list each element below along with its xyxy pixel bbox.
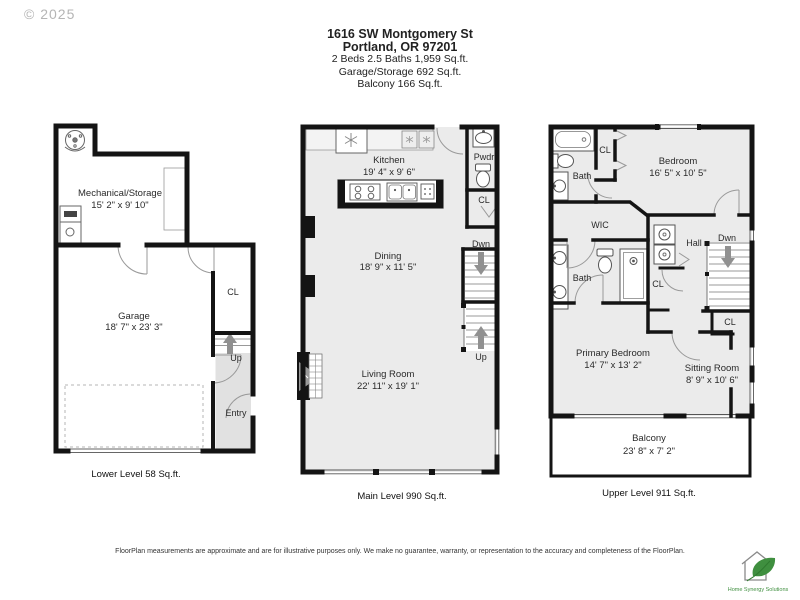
room-label-garage: Garage [118,311,150,322]
toilet-icon [476,164,491,171]
level-label-upper: Upper Level 911 Sq.ft. [602,488,696,499]
dim-label-dining: 18' 9" x 11' 5" [359,262,417,273]
disclaimer-text: FloorPlan measurements are approximate and are for illustrative purposes only. We make no guarantee, warranty, or representation to the accuracy and completeness of the FloorPlan. [115,548,685,555]
room-label-balcony: Balcony [632,433,666,444]
room-label-kitchen: Kitchen [373,155,405,166]
dim-label-primary: 14' 7" x 13' 2" [584,360,642,371]
dim-label-mechanical: 15' 2" x 9' 10" [91,200,149,211]
mark-lower-cl: CL [227,287,239,297]
mark-main-up: Up [475,352,487,362]
shower-icon [620,249,647,302]
room-label-sitting: Sitting Room [684,363,740,374]
toilet-icon [597,249,613,256]
dim-label-balcony: 23' 8" x 7' 2" [622,446,676,457]
room-label-bedroom: Bedroom [658,156,698,167]
main-level-plan [297,127,499,502]
kitchen-sink-icon [387,183,417,201]
lower-fixtures [60,131,203,453]
company-logo [722,548,794,593]
mark-hall: Hall [686,238,702,248]
balcony-sqft: Balcony 166 Sq.ft. [357,78,443,90]
dim-label-living: 22' 11" x 19' 1" [357,381,419,392]
level-label-lower: Lower Level 58 Sq.ft. [91,469,181,480]
dim-label-sitting: 8' 9" x 10' 6" [685,375,739,386]
room-label-primary: Primary Bedroom [576,348,650,359]
address-line-1: 1616 SW Montgomery St [327,27,473,41]
room-label-mechanical: Mechanical/Storage [78,188,162,199]
upper-level-plan [551,124,754,499]
parking-space-outline [65,385,203,447]
mark-bath-1: Bath [572,171,592,181]
mark-lower-entry: Entry [225,408,247,418]
address-line-2: Portland, OR 97201 [342,39,458,54]
mark-cl-2: CL [652,279,664,289]
room-label-living: Living Room [361,369,415,380]
beds-baths-sqft: 2 Beds 2.5 Baths 1,959 Sq.ft. [331,53,469,65]
dim-label-garage: 18' 7" x 23' 3" [105,322,163,333]
logo-text: Home Synergy Solutions [727,587,789,593]
dim-label-bedroom: 16' 5" x 10' 5" [649,168,707,179]
mark-upper-dwn: Dwn [717,233,737,243]
mark-wic: WIC [591,220,609,230]
level-label-main: Main Level 990 Sq.ft. [357,491,447,502]
dim-label-kitchen: 19' 4" x 9' 6" [362,167,416,178]
mark-cl-1: CL [599,145,611,155]
lower-stairs [215,333,251,354]
room-label-dining: Dining [374,251,402,262]
copyright-watermark: © 2025 [24,6,76,22]
mark-pwdr: Pwdr [473,152,495,162]
mark-main-cl: CL [478,195,490,205]
mark-cl-3: CL [724,317,736,327]
mark-main-dwn: Dwn [471,239,491,249]
mark-lower-up: Up [230,353,242,363]
garage-sqft: Garage/Storage 692 Sq.ft. [338,65,462,78]
mark-bath-2: Bath [572,273,592,283]
lower-level-plan [56,126,253,480]
house-leaf-icon [735,548,781,584]
